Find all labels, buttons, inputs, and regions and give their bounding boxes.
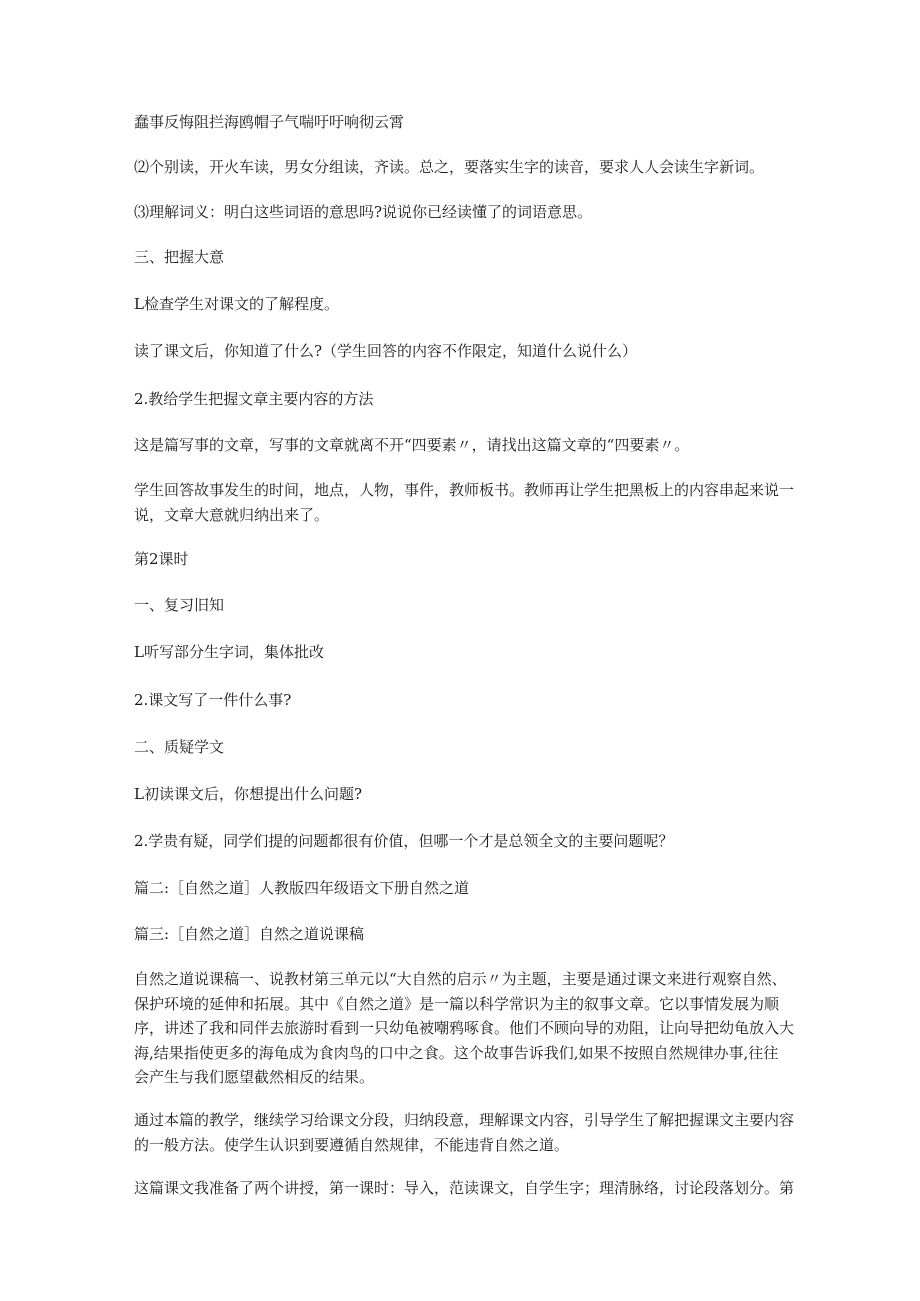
list-item: L检查学生对课文的了解程度。 xyxy=(134,295,339,313)
reading-method-line: ⑵个别读，开火车读，男女分组读，齐读。总之，要落实生字的读音，要求人人会读生字新词。 xyxy=(134,158,765,176)
four-elements-line: 这是篇写事的文章，写事的文章就离不开“四要素〃，请找出这篇文章的“四要素〃。 xyxy=(134,436,690,454)
goal-paragraph: 通过本篇的教学，继续学习给课文分段，归纳段意，理解课文内容，引导学生了解把握课文主要内容 的一般方法。使学生认识到要遵循自然规律，不能违背自然之道。 xyxy=(134,1111,795,1154)
intro-paragraph: 自然之道说课稿一、说教材第三单元以“大自然的启示〃为主题，主要是通过课文来进行观察自然、 保护环境的延伸和拓展。其中《自然之道》是一篇以科学常识为主的叙事文章。它以事情发展为顺 序，讲述了我和同伴去旅游时看到一只幼龟被嘲鸦啄食。他们不顾向导的劝阻，让向导把幼龟放入大 海,结果指使更多的海龟成为食肉鸟的口中之食。这个故事告诉我们,如果不按照自然规律办事,往往 会产生与我们愿望截然相反的结果。 xyxy=(134,970,795,1086)
lesson-two-heading: 第2课时 xyxy=(134,550,189,568)
section-heading-main-idea: 三、把握大意 xyxy=(134,248,225,266)
question-line: 读了课文后，你知道了什么?（学生回答的内容不作限定，知道什么说什么） xyxy=(134,342,638,360)
article-title-three: 篇三:［自然之道］自然之道说课稿 xyxy=(134,925,365,943)
list-item: 2.课文写了一件什么事? xyxy=(134,691,292,709)
section-heading-review: 一、复习旧知 xyxy=(134,596,225,614)
list-item: L初读课文后，你想提出什么问题? xyxy=(134,785,363,803)
list-item: L听写部分生字词，集体批改 xyxy=(134,643,324,661)
section-heading-questions: 二、质疑学文 xyxy=(134,738,225,756)
answer-paragraph: 学生回答故事发生的时间，地点，人物，事件，教师板书。教师再让学生把黑板上的内容串起来说一 说，文章大意就归纳出来了。 xyxy=(134,481,795,524)
list-item: 2.教给学生把握文章主要内容的方法 xyxy=(134,390,374,408)
word-meaning-line: ⑶理解词义：明白这些词语的意思吗?说说你已经读懂了的词语意思。 xyxy=(134,203,593,221)
lesson-plan-line: 这篇课文我准备了两个讲授，第一课时：导入，范读课文，自学生字；理清脉络，讨论段落划分。第 xyxy=(134,1179,795,1197)
vocab-line: 蠢事反悔阻拦海鸥帽子气喘吁吁响彻云霄 xyxy=(134,113,405,131)
list-item: 2.学贵有疑，同学们提的问题都很有价值，但哪一个才是总领全文的主要问题呢？ xyxy=(134,832,674,850)
article-title-two: 篇二:［自然之道］人教版四年级语文下册自然之道 xyxy=(134,879,470,897)
